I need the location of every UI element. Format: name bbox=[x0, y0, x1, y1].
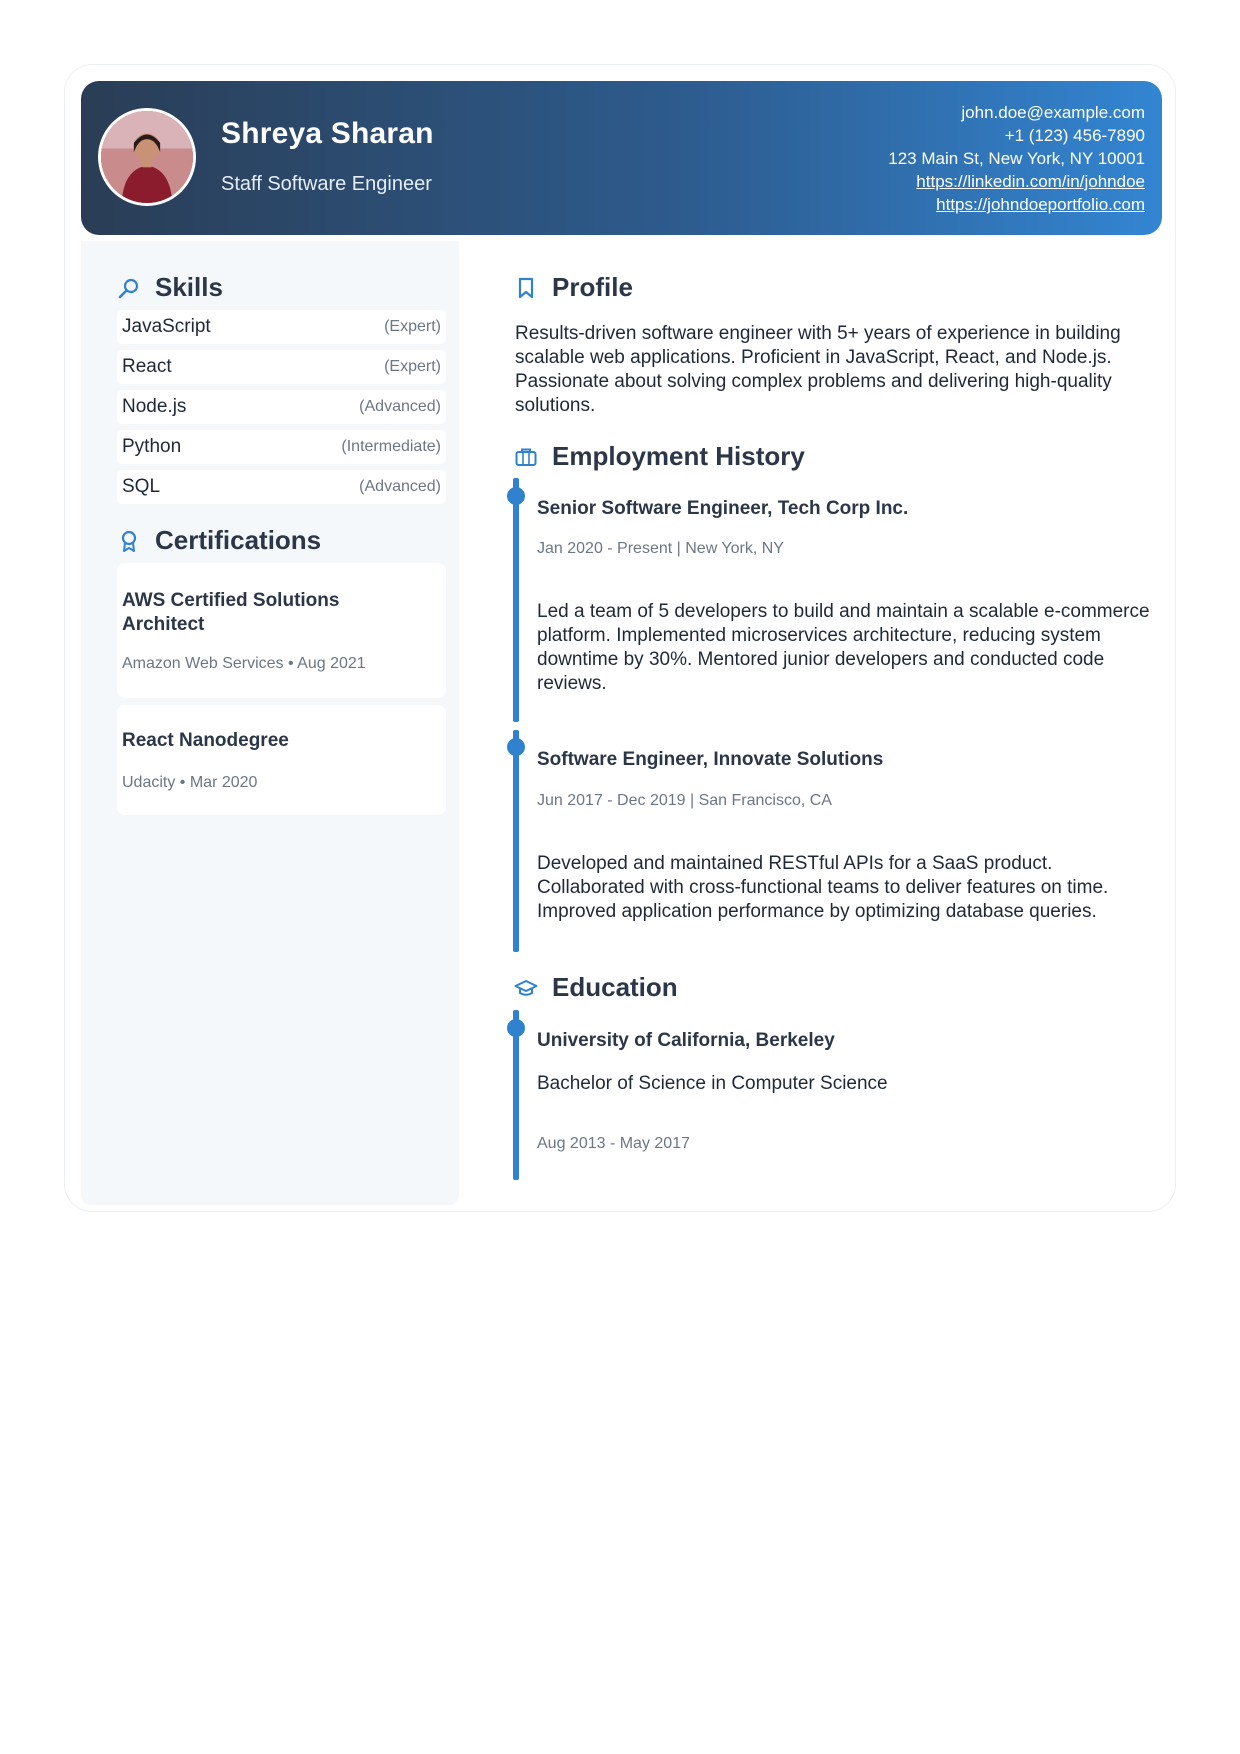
resume-header bbox=[81, 81, 1162, 235]
timeline-bar bbox=[513, 478, 519, 722]
search-icon bbox=[117, 276, 141, 300]
profile-heading bbox=[514, 272, 633, 303]
avatar-photo bbox=[101, 111, 193, 203]
skill-name: Node.js bbox=[122, 396, 187, 417]
timeline-bar bbox=[513, 730, 519, 952]
email-text[interactable]: john.doe@example.com bbox=[961, 103, 1145, 122]
job-description: Developed and maintained RESTful APIs for a SaaS product. Collaborated with cross-functional teams to deliver features on time. Improved application performance by optimizing database queries. bbox=[537, 853, 1109, 922]
education-school: University of California, Berkeley bbox=[537, 1030, 835, 1051]
skill-level: (Advanced) bbox=[359, 478, 441, 495]
phone-text: +1 (123) 456-7890 bbox=[1004, 126, 1145, 145]
certifications-heading bbox=[117, 525, 321, 556]
job-meta: Jan 2020 - Present | New York, NY bbox=[537, 540, 784, 557]
education-degree: Bachelor of Science in Computer Science bbox=[537, 1073, 888, 1094]
skills-heading bbox=[117, 272, 223, 303]
timeline-dot bbox=[507, 1019, 525, 1037]
employment-heading-label: Employment History bbox=[552, 441, 805, 471]
skills-heading-label: Skills bbox=[155, 272, 223, 302]
skill-item bbox=[117, 390, 446, 424]
skill-level: (Expert) bbox=[384, 358, 441, 375]
skill-name: JavaScript bbox=[122, 316, 211, 337]
profile-heading-label: Profile bbox=[552, 272, 633, 302]
timeline-dot bbox=[507, 487, 525, 505]
job-title: Software Engineer, Innovate Solutions bbox=[537, 749, 884, 770]
education-dates: Aug 2013 - May 2017 bbox=[537, 1135, 690, 1152]
education-heading-label: Education bbox=[552, 972, 678, 1002]
address-text: 123 Main St, New York, NY 10001 bbox=[888, 149, 1145, 168]
award-icon bbox=[117, 529, 141, 553]
skill-name: SQL bbox=[122, 476, 161, 497]
skill-item bbox=[117, 470, 446, 504]
briefcase-icon bbox=[514, 445, 538, 469]
graduation-cap-icon bbox=[514, 976, 538, 1000]
candidate-title: Staff Software Engineer bbox=[221, 173, 432, 195]
portfolio-link[interactable]: https://johndoeportfolio.com bbox=[936, 195, 1145, 214]
certification-meta: Amazon Web Services • Aug 2021 bbox=[122, 655, 366, 672]
skill-level: (Expert) bbox=[384, 318, 441, 335]
skill-name: React bbox=[122, 356, 172, 377]
profile-summary: Results-driven software engineer with 5+ years of experience in building scalable web applications. Proficient in JavaScript, React, and Node.js. Passionate about solving complex problems and delivering high-quality solutions. bbox=[515, 323, 1121, 416]
candidate-name: Shreya Sharan bbox=[221, 117, 434, 150]
certification-name: AWS Certified Solutions Architect bbox=[122, 590, 340, 635]
certification-meta: Udacity • Mar 2020 bbox=[122, 774, 258, 791]
certification-card bbox=[117, 563, 446, 698]
certifications-heading-label: Certifications bbox=[155, 525, 322, 555]
employment-heading bbox=[514, 441, 805, 472]
skill-level: (Intermediate) bbox=[341, 438, 441, 455]
contact-block bbox=[888, 101, 1145, 216]
bookmark-icon bbox=[514, 276, 538, 300]
timeline-dot bbox=[507, 738, 525, 756]
skill-item bbox=[117, 310, 446, 344]
certification-card bbox=[117, 705, 446, 815]
skill-item bbox=[117, 350, 446, 384]
skill-name: Python bbox=[122, 436, 182, 457]
skill-level: (Advanced) bbox=[359, 398, 441, 415]
skill-item bbox=[117, 430, 446, 464]
job-meta: Jun 2017 - Dec 2019 | San Francisco, CA bbox=[537, 792, 832, 809]
job-title: Senior Software Engineer, Tech Corp Inc. bbox=[537, 498, 909, 519]
linkedin-link[interactable]: https://linkedin.com/in/johndoe bbox=[916, 172, 1145, 191]
certification-name: React Nanodegree bbox=[122, 730, 289, 751]
education-heading bbox=[514, 972, 678, 1003]
job-description: Led a team of 5 developers to build and maintain a scalable e-commerce platform. Implemented microservices architecture, reducing system downtime by 30%. Mentored junior developers and conducted code reviews. bbox=[537, 601, 1150, 694]
avatar bbox=[98, 108, 196, 206]
